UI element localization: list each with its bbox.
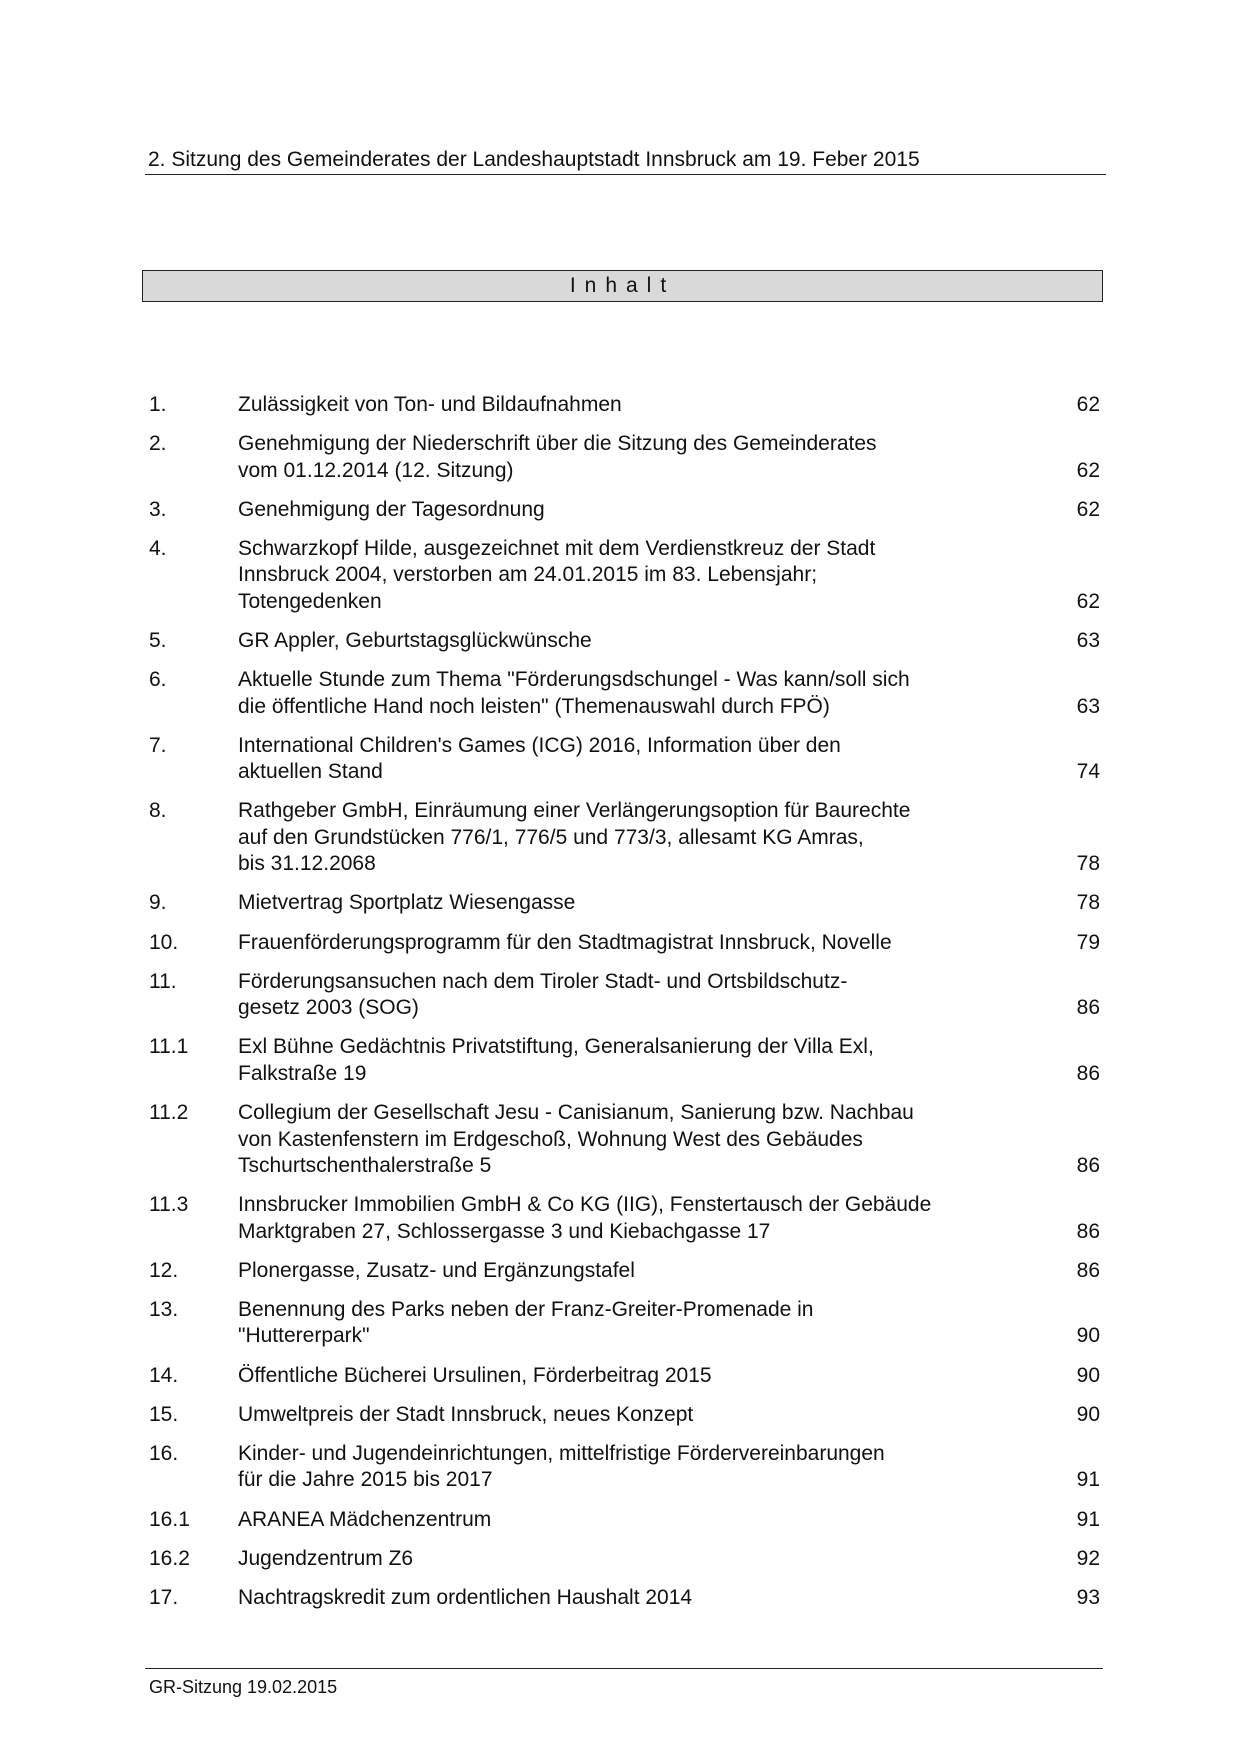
toc-entry — [149, 969, 1102, 1022]
toc-entry-page: 86 — [1076, 1061, 1100, 1085]
toc-entry-page: 86 — [1076, 1258, 1100, 1282]
toc-entry-title: Plonergasse, Zusatz- und Ergänzungstafel — [238, 1258, 635, 1282]
toc-entry — [149, 890, 1102, 916]
toc-entry — [149, 1363, 1102, 1389]
toc-entry-number: 15. — [149, 1402, 179, 1426]
toc-entry-number: 3. — [149, 497, 167, 521]
toc-entry-title: Öffentliche Bücherei Ursulinen, Förderbeitrag 2015 — [238, 1363, 712, 1387]
toc-entry-number: 11.1 — [149, 1035, 189, 1059]
toc-entry — [149, 1585, 1102, 1611]
toc-entry — [149, 431, 1102, 484]
toc-entry-page: 62 — [1076, 589, 1100, 613]
toc-entry — [149, 1192, 1102, 1245]
toc-entry-page: 63 — [1076, 629, 1100, 653]
toc-entry-title: Innsbrucker Immobilien GmbH & Co KG (IIG), Fenstertausch der Gebäude Marktgraben 27, Schlossergasse 3 und Kiebachgasse 17 — [238, 1193, 932, 1243]
toc-entry-title: Jugendzentrum Z6 — [238, 1546, 414, 1570]
toc-entry — [149, 1258, 1102, 1284]
toc-entry-title: GR Appler, Geburtstagsglückwünsche — [238, 629, 592, 653]
toc-entry-title: International Children's Games (ICG) 2016, Information über den aktuellen Stand — [238, 733, 841, 784]
toc-entry-number: 10. — [149, 930, 179, 954]
toc-entry-number: 16.1 — [149, 1507, 190, 1531]
toc-entry — [149, 1546, 1102, 1572]
toc-heading: Inhalt — [142, 270, 1103, 302]
toc-entry-page: 86 — [1076, 1219, 1100, 1243]
toc-entry-number: 11.2 — [149, 1101, 189, 1125]
toc-entry-number: 11.3 — [149, 1193, 189, 1217]
toc-entry-title: Benennung des Parks neben der Franz-Greiter-Promenade in "Huttererpark" — [238, 1297, 814, 1348]
toc-entry-number: 6. — [149, 668, 167, 692]
toc-entry-title: Nachtragskredit zum ordentlichen Haushalt 2014 — [238, 1585, 693, 1609]
page-footer: GR-Sitzung 19.02.2015 — [149, 1677, 338, 1697]
table-of-contents — [149, 392, 1102, 1624]
toc-entry-number: 8. — [149, 799, 167, 823]
toc-entry-number: 4. — [149, 537, 167, 561]
toc-entry-number: 13. — [149, 1297, 179, 1321]
toc-entry — [149, 1441, 1102, 1494]
toc-entry — [149, 392, 1102, 418]
toc-entry-page: 74 — [1076, 760, 1100, 784]
toc-entry-title: Genehmigung der Tagesordnung — [238, 497, 545, 521]
toc-entry-title: Genehmigung der Niederschrift über die Sitzung des Gemeinderates vom 01.12.2014 (12. Sitzung) — [238, 432, 877, 482]
toc-entry — [149, 930, 1102, 956]
toc-entry-number: 14. — [149, 1363, 179, 1387]
toc-entry-number: 9. — [149, 891, 167, 915]
toc-entry-number: 12. — [149, 1258, 179, 1282]
toc-entry-title: Umweltpreis der Stadt Innsbruck, neues Konzept — [238, 1402, 694, 1426]
page-header: 2. Sitzung des Gemeinderates der Landeshauptstadt Innsbruck am 19. Feber 2015 — [145, 146, 1106, 175]
toc-entry — [149, 1507, 1102, 1533]
toc-entry-title: Mietvertrag Sportplatz Wiesengasse — [238, 891, 576, 915]
footer-divider — [145, 1668, 1103, 1669]
toc-entry-title: Rathgeber GmbH, Einräumung einer Verlängerungsoption für Baurechte auf den Grundstücken 776/1, 776/5 und 773/3, allesamt KG Amras, bis 31.12.2068 — [238, 799, 911, 876]
toc-entry-title: Kinder- und Jugendeinrichtungen, mittelfristige Fördervereinbarungen für die Jahre 2015 bis 2017 — [238, 1441, 885, 1492]
toc-entry-page: 62 — [1076, 497, 1100, 521]
toc-entry — [149, 1402, 1102, 1428]
toc-entry-title: Collegium der Gesellschaft Jesu - Canisianum, Sanierung bzw. Nachbau von Kastenfenstern im Erdgeschoß, Wohnung West des Gebäudes Tschurtschenthalerstraße 5 — [238, 1101, 914, 1177]
toc-entry-number: 1. — [149, 393, 167, 416]
toc-entry-title: Förderungsansuchen nach dem Tiroler Stadt- und Ortsbildschutz- gesetz 2003 (SOG) — [238, 969, 848, 1020]
toc-entry-number: 16.2 — [149, 1546, 190, 1570]
toc-entry — [149, 1297, 1102, 1350]
toc-entry-title: Aktuelle Stunde zum Thema "Förderungsdschungel - Was kann/soll sich die öffentliche Hand noch leisten" (Themenauswahl durch FPÖ) — [238, 668, 910, 718]
toc-entry-title: ARANEA Mädchenzentrum — [238, 1507, 492, 1531]
toc-entry-page: 90 — [1076, 1402, 1100, 1426]
toc-entry-page: 63 — [1076, 694, 1100, 718]
toc-entry-title: Zulässigkeit von Ton- und Bildaufnahmen — [238, 393, 622, 416]
toc-entry-page: 78 — [1076, 852, 1100, 876]
toc-entry-page: 62 — [1076, 458, 1100, 482]
toc-entry-page: 90 — [1076, 1363, 1100, 1387]
toc-entry-title: Schwarzkopf Hilde, ausgezeichnet mit dem Verdienstkreuz der Stadt Innsbruck 2004, verstorben am 24.01.2015 im 83. Lebensjahr; Totengedenken — [238, 537, 876, 613]
toc-entry — [149, 497, 1102, 523]
toc-entry-page: 90 — [1076, 1324, 1100, 1348]
toc-entry — [149, 733, 1102, 786]
toc-entry-page: 86 — [1076, 1153, 1100, 1177]
toc-entry-page: 78 — [1076, 891, 1100, 915]
toc-entry — [149, 667, 1102, 720]
toc-entry-number: 7. — [149, 733, 167, 757]
toc-entry-number: 5. — [149, 629, 167, 653]
toc-entry-title: Exl Bühne Gedächtnis Privatstiftung, Generalsanierung der Villa Exl, Falkstraße 19 — [238, 1035, 874, 1085]
toc-entry-number: 2. — [149, 432, 167, 456]
toc-entry-number: 16. — [149, 1441, 179, 1465]
toc-entry-page: 86 — [1076, 996, 1100, 1020]
toc-entry-page: 79 — [1076, 930, 1100, 954]
toc-entry-number: 17. — [149, 1585, 179, 1609]
toc-entry-page: 62 — [1076, 393, 1100, 416]
toc-entry — [149, 798, 1102, 877]
toc-entry-page: 91 — [1076, 1468, 1100, 1492]
toc-entry — [149, 1034, 1102, 1087]
toc-entry — [149, 1100, 1102, 1179]
toc-entry-page: 92 — [1076, 1546, 1100, 1570]
toc-entry — [149, 628, 1102, 654]
toc-entry-page: 93 — [1076, 1585, 1100, 1609]
toc-entry-page: 91 — [1076, 1507, 1100, 1531]
toc-entry-title: Frauenförderungsprogramm für den Stadtmagistrat Innsbruck, Novelle — [238, 930, 892, 954]
toc-entry-number: 11. — [149, 969, 177, 993]
toc-entry — [149, 536, 1102, 615]
